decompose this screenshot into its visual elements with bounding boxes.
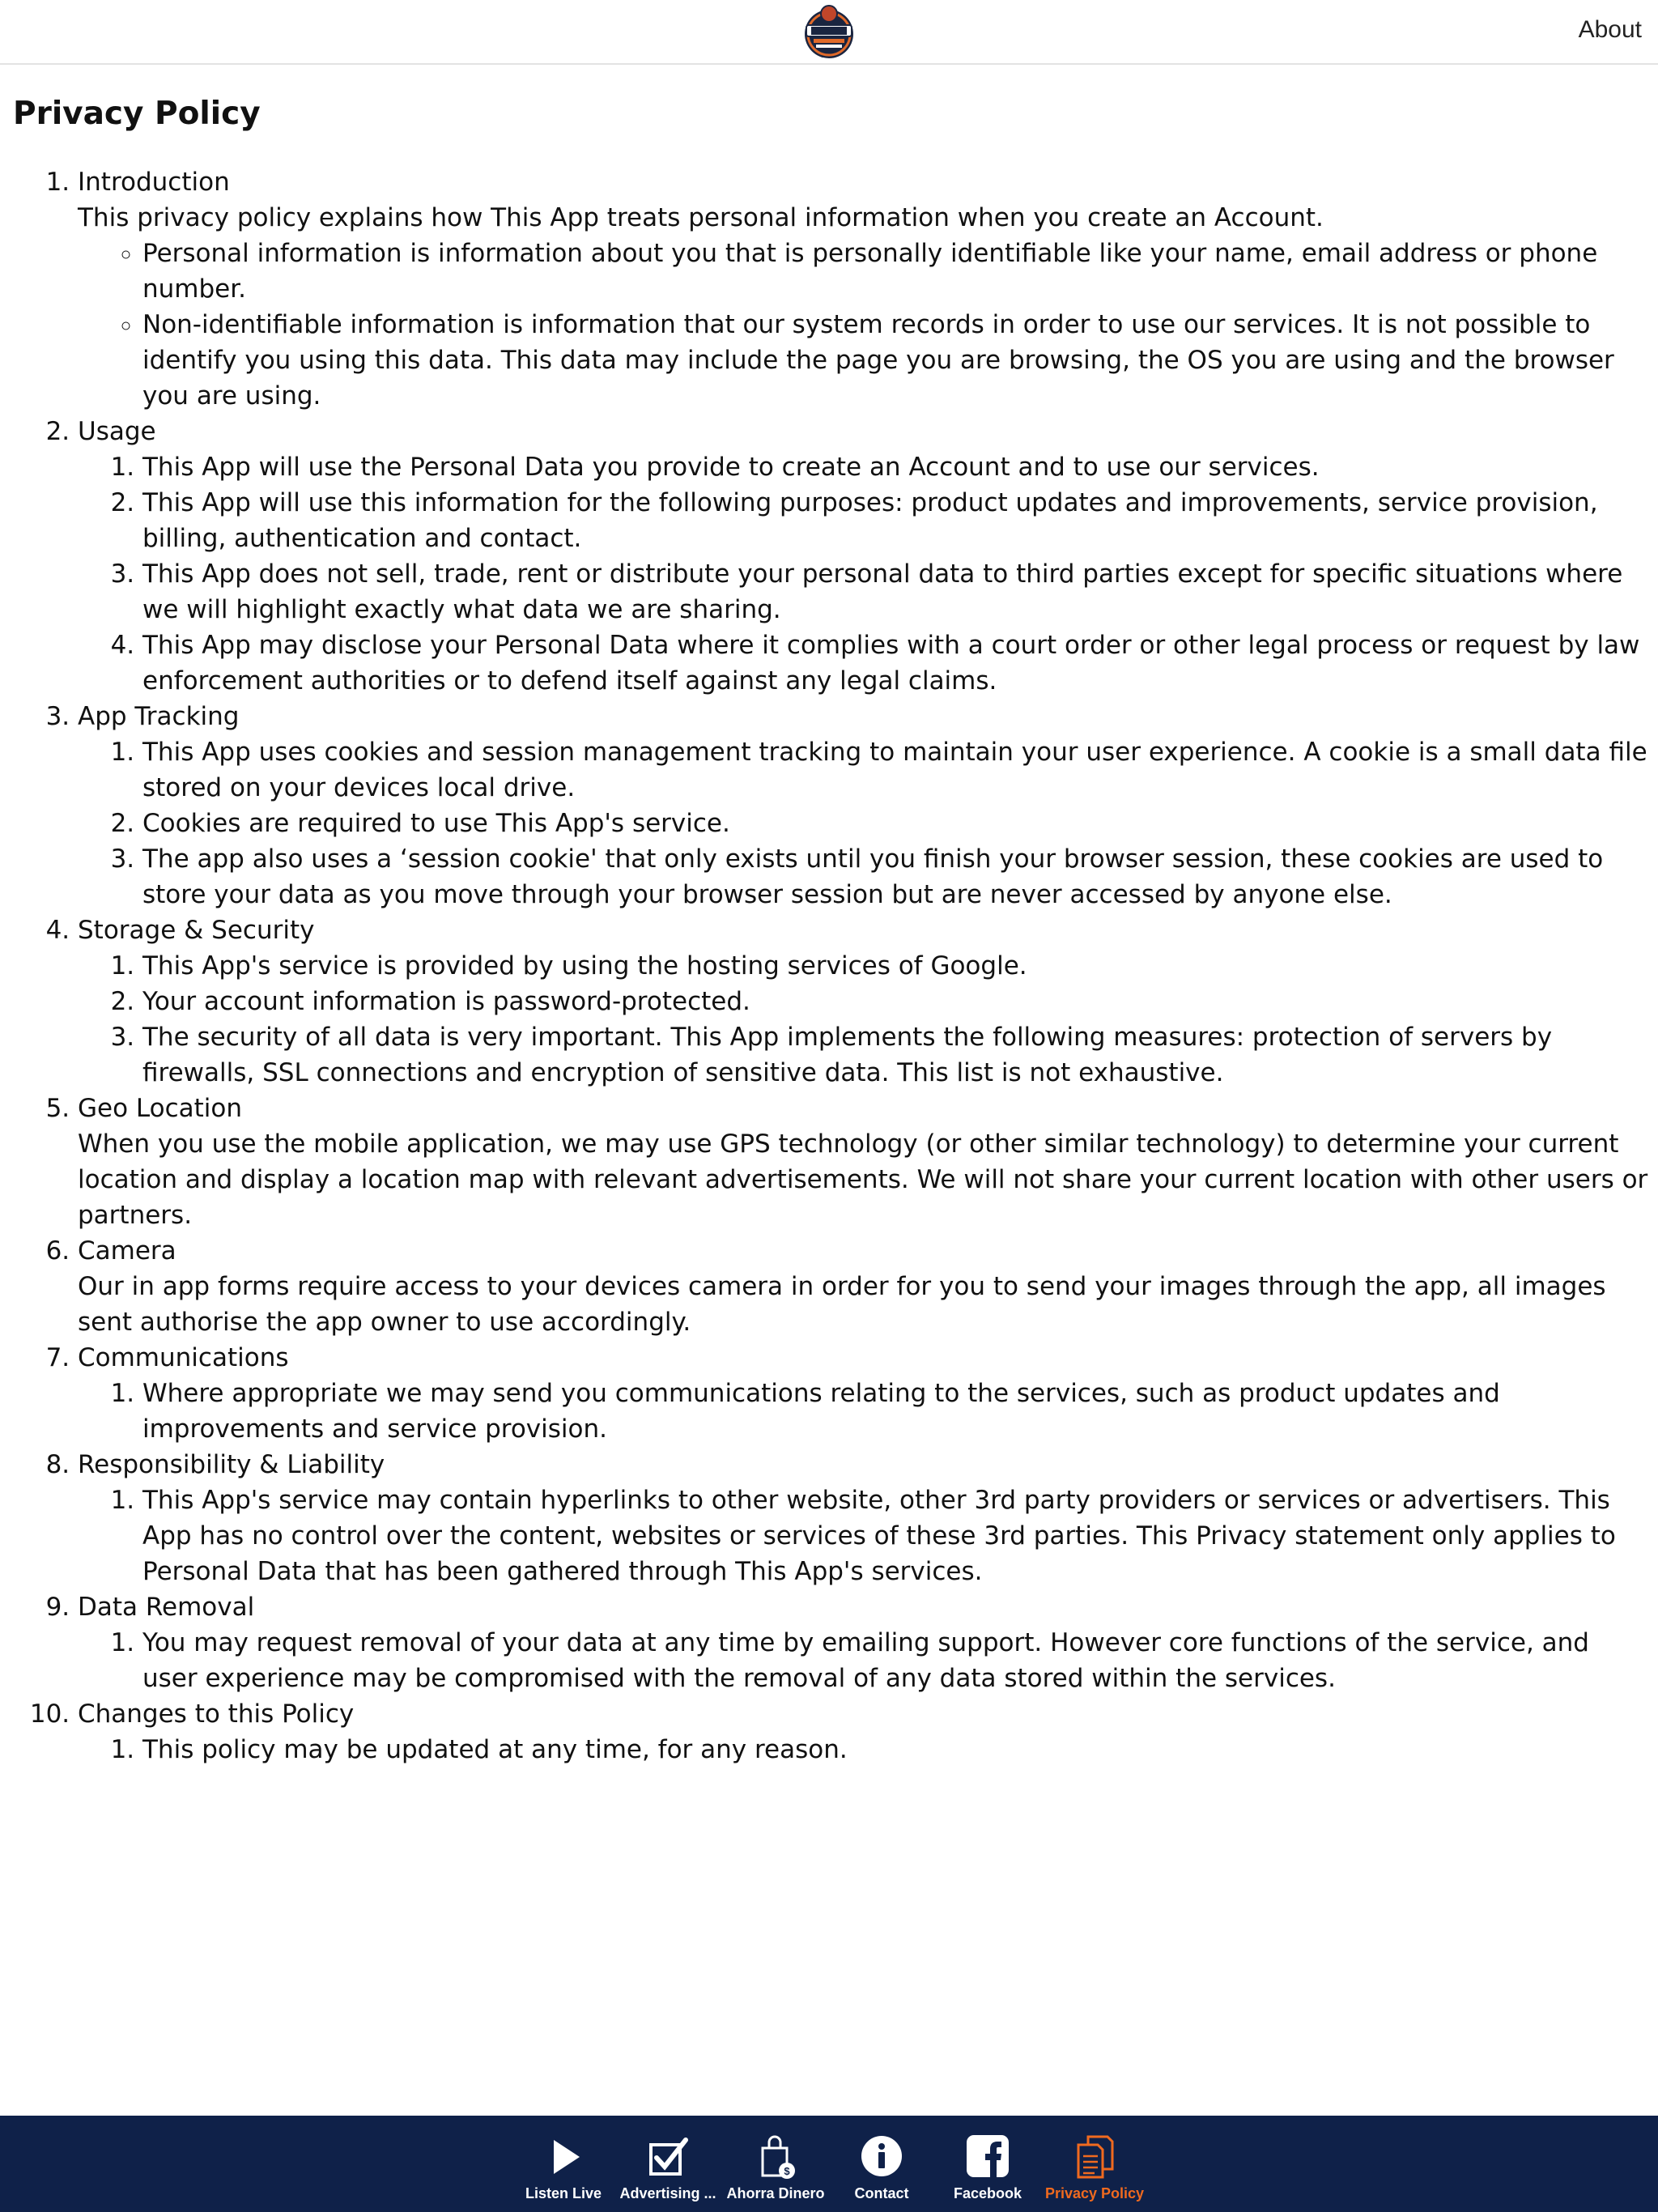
tab-label: Ahorra Dinero bbox=[726, 2185, 825, 2201]
sub-item-list bbox=[78, 1376, 1652, 1447]
document-icon bbox=[1070, 2133, 1119, 2180]
play-icon bbox=[539, 2133, 588, 2180]
tab-privacy-policy[interactable] bbox=[1041, 2116, 1148, 2212]
section-title: Storage & Security bbox=[78, 915, 315, 945]
bullet-item: ◦ Non-identifiable information is information that our system records in order to use our services. It is not possible to identify you using this data. This data may include the page you are browsing, the OS you are using and the browser you are using. bbox=[142, 307, 1652, 414]
tab-label: Contact bbox=[854, 2185, 909, 2201]
bullet-list bbox=[78, 236, 1652, 414]
policy-section bbox=[78, 1589, 1652, 1696]
app-logo bbox=[801, 3, 857, 60]
sub-item-list bbox=[78, 1732, 1652, 1767]
section-text: Our in app forms require access to your devices camera in order for you to send your images through the app, all images sent authorise the app owner to use accordingly. bbox=[78, 1271, 1606, 1337]
sub-item: 1. This App's service may contain hyperlinks to other website, other 3rd party providers or services or advertisers. This App has no control over the content, websites or services of these 3rd parties. This Privacy statement only applies to Personal Data that has been gathered through This App's services. bbox=[142, 1482, 1652, 1589]
sub-item-list bbox=[78, 948, 1652, 1091]
policy-section bbox=[78, 1091, 1652, 1233]
about-link[interactable]: About bbox=[1578, 16, 1642, 43]
policy-section bbox=[78, 912, 1652, 1091]
sub-item: 1. This policy may be updated at any time, for any reason. bbox=[142, 1732, 1652, 1767]
bullet-item: ◦ Personal information is information about you that is personally identifiable like your name, email address or phone number. bbox=[142, 236, 1652, 307]
tab-label: Listen Live bbox=[525, 2185, 602, 2201]
section-title: Changes to this Policy bbox=[78, 1699, 355, 1729]
sub-item: 2. This App will use this information for the following purposes: product updates and improvements, service provision, billing, authentication and contact. bbox=[142, 485, 1652, 556]
policy-section bbox=[78, 699, 1652, 912]
sub-item: 3. The app also uses a ‘session cookie' that only exists until you finish your browser session, these cookies are used to store your data as you move through your browser session but are never accessed by anyone else. bbox=[142, 841, 1652, 912]
page-title: Privacy Policy bbox=[13, 96, 261, 132]
policy-sections bbox=[0, 164, 1658, 1767]
info-icon bbox=[857, 2133, 906, 2180]
policy-section bbox=[78, 1340, 1652, 1447]
sub-item: 2. Your account information is password-protected. bbox=[142, 984, 1652, 1019]
sub-item: 3. The security of all data is very important. This App implements the following measures: protection of servers by firewalls, SSL connections and encryption of sensitive data. This list is not exhaustive. bbox=[142, 1019, 1652, 1091]
sub-item-list bbox=[78, 734, 1652, 912]
top-bar bbox=[0, 0, 1658, 65]
section-text: This privacy policy explains how This App treats personal information when you create an Account. bbox=[78, 202, 1324, 232]
section-text: When you use the mobile application, we may use GPS technology (or other similar technology) to determine your current location and display a location map with relevant advertisements. We will not share your current location with other users or partners. bbox=[78, 1129, 1648, 1230]
sub-item: 1. This App's service is provided by using the hosting services of Google. bbox=[142, 948, 1652, 984]
tab-advertising[interactable] bbox=[614, 2116, 721, 2212]
section-title: App Tracking bbox=[78, 701, 240, 731]
section-title: Geo Location bbox=[78, 1093, 243, 1123]
section-title: Introduction bbox=[78, 167, 230, 197]
svg-text:$: $ bbox=[784, 2165, 790, 2177]
sub-item: 1. You may request removal of your data at any time by emailing support. However core functions of the service, and user experience may be compromised with the removal of any data stored within the services. bbox=[142, 1625, 1652, 1696]
section-title: Communications bbox=[78, 1342, 289, 1372]
policy-section bbox=[78, 164, 1652, 414]
policy-section bbox=[78, 1447, 1652, 1589]
policy-section bbox=[78, 414, 1652, 699]
section-title: Camera bbox=[78, 1236, 176, 1266]
tab-contact[interactable] bbox=[828, 2116, 935, 2212]
section-title: Usage bbox=[78, 416, 156, 446]
sub-item: 2. Cookies are required to use This App's service. bbox=[142, 806, 1652, 841]
section-title: Responsibility & Liability bbox=[78, 1449, 385, 1479]
checkbox-icon bbox=[644, 2133, 692, 2180]
tab-facebook[interactable] bbox=[934, 2116, 1041, 2212]
tab-label: Privacy Policy bbox=[1044, 2185, 1145, 2201]
sub-item-list bbox=[78, 1482, 1652, 1589]
section-title: Data Removal bbox=[78, 1592, 255, 1622]
privacy-policy-content bbox=[0, 63, 1658, 2116]
sub-item-list bbox=[78, 1625, 1652, 1696]
sub-item: 3. This App does not sell, trade, rent or distribute your personal data to third parties except for specific situations where we will highlight exactly what data we are sharing. bbox=[142, 556, 1652, 627]
tab-label: Facebook bbox=[953, 2185, 1022, 2201]
sub-item: 1. This App will use the Personal Data you provide to create an Account and to use our services. bbox=[142, 449, 1652, 485]
bottom-tab-bar bbox=[0, 2116, 1658, 2212]
tab-listen-live[interactable] bbox=[510, 2116, 617, 2212]
facebook-icon bbox=[963, 2133, 1012, 2180]
tab-ahorra-dinero[interactable] bbox=[722, 2116, 829, 2212]
shopping-bag-icon bbox=[751, 2133, 800, 2180]
sub-item: 4. This App may disclose your Personal Data where it complies with a court order or other legal process or request by law enforcement authorities or to defend itself against any legal claims. bbox=[142, 627, 1652, 699]
policy-section bbox=[78, 1233, 1652, 1340]
sub-item-list bbox=[78, 449, 1652, 699]
tab-label: Advertising ... bbox=[619, 2185, 716, 2201]
sub-item: 1. This App uses cookies and session management tracking to maintain your user experience. A cookie is a small data file stored on your devices local drive. bbox=[142, 734, 1652, 806]
policy-section bbox=[78, 1696, 1652, 1767]
sub-item: 1. Where appropriate we may send you communications relating to the services, such as product updates and improvements and service provision. bbox=[142, 1376, 1652, 1447]
